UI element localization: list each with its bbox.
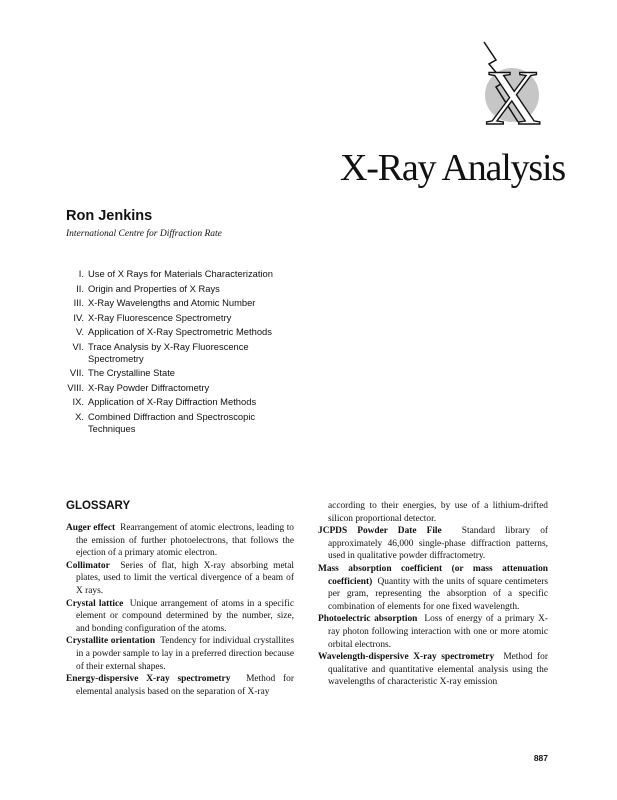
toc-number: V. xyxy=(76,326,84,337)
toc-item[interactable] xyxy=(60,297,300,309)
glossary-entry xyxy=(318,651,548,689)
toc-item[interactable] xyxy=(60,382,300,394)
glossary-continuation: according to their energies, by use of a lithium-drifted silicon proportional detector. xyxy=(328,501,548,524)
glossary-definition: Quantity with the units of square centimeters per gram, representing the absorption of a specific combination of elements for one fixed wavelength. xyxy=(328,576,548,612)
glossary-entry xyxy=(66,673,294,698)
toc-number: X. xyxy=(75,410,84,422)
glossary-entry xyxy=(318,613,548,651)
toc-item[interactable] xyxy=(60,367,300,379)
toc-item[interactable] xyxy=(60,268,300,280)
toc-number: VIII. xyxy=(67,381,84,393)
glossary-heading: GLOSSARY xyxy=(66,500,131,512)
toc-number: VII. xyxy=(69,367,84,379)
glossary-definition: Method for qualitative and quantitative elemental analysis using the wavelengths of characteristic X-ray emission xyxy=(328,652,548,688)
glossary-definition: Standard library of approximately 46,000 single-phase diffraction patterns, used in qualitative powder diffractometry. xyxy=(328,526,549,562)
chapter-title: X-Ray Analysis xyxy=(340,147,565,189)
toc-text: Trace Analysis by X-Ray Fluorescence Spectrometry xyxy=(88,340,249,364)
glossary-definition: Loss of energy of a primary X-ray photon following interaction with one or more atomic orbital electrons. xyxy=(328,614,548,650)
glossary-entry xyxy=(66,522,294,560)
toc-item[interactable] xyxy=(60,341,300,365)
glossary-column-left xyxy=(66,522,294,698)
toc-number: VI. xyxy=(72,340,84,352)
chapter-logo xyxy=(466,38,546,133)
glossary-entry xyxy=(318,525,548,563)
glossary-term: Photoelectric absorption xyxy=(318,614,418,625)
glossary-entry xyxy=(318,563,548,613)
toc-text: X-Ray Wavelengths and Atomic Number xyxy=(88,297,256,308)
glossary-term: Auger effect xyxy=(66,523,116,533)
toc-text: Origin and Properties of X Rays xyxy=(88,282,220,294)
toc-text: X-Ray Powder Diffractometry xyxy=(88,381,210,393)
page-number: 887 xyxy=(533,753,548,763)
toc-number: I. xyxy=(78,268,84,279)
glossary-definition: Method for elemental analysis based on the separation of X-ray xyxy=(76,674,294,697)
glossary-definition: Unique arrangement of atoms in a specific element or compound determined by the number, size, and bonding configuration of the atoms. xyxy=(76,598,294,634)
glossary-definition: Rearrangement of atomic electrons, leading to the emission of further photoelectrons, that follows the ejection of a primary atomic electron. xyxy=(76,523,294,559)
toc-number: III. xyxy=(73,297,84,308)
glossary-term: Mass absorption coefficient (or mass attenuation coefficient) xyxy=(318,563,548,587)
toc-text: Combined Diffraction and Spectroscopic Techniques xyxy=(88,410,256,434)
glossary-term: Crystallite orientation xyxy=(66,636,156,647)
glossary-term: Energy-dispersive X-ray spectrometry xyxy=(66,674,231,685)
chapter-logo-graphic xyxy=(466,38,546,133)
toc-text: X-Ray Fluorescence Spectrometry xyxy=(88,311,232,323)
table-of-contents xyxy=(60,268,300,437)
toc-text: Use of X Rays for Materials Characterization xyxy=(88,268,273,279)
toc-item[interactable] xyxy=(60,396,300,408)
glossary-term: Crystal lattice xyxy=(66,598,124,609)
author-affiliation: International Centre for Diffraction Rate xyxy=(66,229,222,239)
logo-letter: X xyxy=(484,54,542,133)
glossary-term: Collimator xyxy=(66,560,110,571)
glossary-column-right xyxy=(318,500,548,689)
toc-text: Application of X-Ray Diffraction Methods xyxy=(88,396,257,408)
glossary-entry xyxy=(66,635,294,673)
toc-item[interactable] xyxy=(60,312,300,324)
glossary-definition: Series of flat, high X-ray absorbing metal plates, used to limit the vertical divergence of a beam of X rays. xyxy=(76,560,294,596)
toc-item[interactable] xyxy=(60,326,300,338)
toc-text: Application of X-Ray Spectrometric Methods xyxy=(88,326,272,337)
glossary-entry xyxy=(66,560,294,598)
glossary-term: JCPDS Powder Date File xyxy=(318,526,442,537)
glossary-entry xyxy=(66,598,294,636)
toc-number: II. xyxy=(76,282,84,294)
toc-item[interactable] xyxy=(60,411,300,435)
toc-number: IX. xyxy=(72,396,84,408)
author-name: Ron Jenkins xyxy=(66,208,153,224)
toc-number: IV. xyxy=(73,311,84,323)
toc-item[interactable] xyxy=(60,283,300,295)
glossary-term: Wavelength-dispersive X-ray spectrometry xyxy=(318,652,495,663)
toc-text: The Crystalline State xyxy=(88,367,176,379)
glossary-definition: Tendency for individual crystallites in a powder sample to lay in a preferred direction because of their external shapes. xyxy=(76,636,294,672)
